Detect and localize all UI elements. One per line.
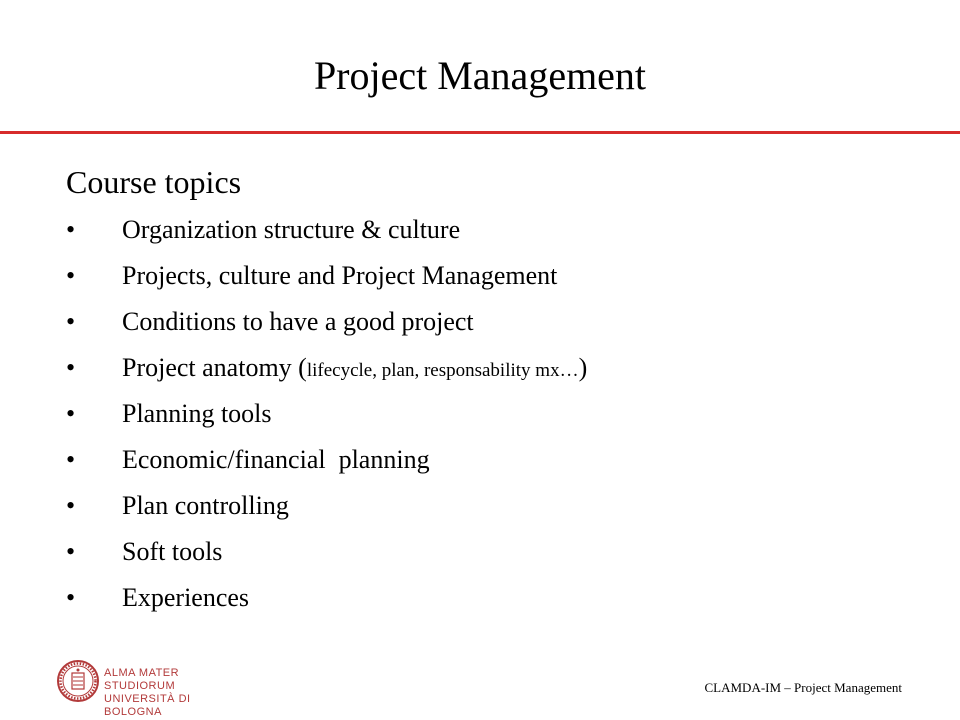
topic-text: Project anatomy ( — [122, 353, 307, 382]
topic-text: Organization structure & culture — [122, 215, 461, 244]
title-divider — [0, 131, 960, 134]
topic-text: Soft tools — [122, 537, 223, 566]
topic-note: lifecycle, plan, responsability mx… — [306, 360, 579, 381]
bullet: • — [66, 583, 76, 612]
topic-text: Planning tools — [122, 399, 272, 428]
footer-text: CLAMDA-IM – Project Management — [704, 680, 902, 695]
topic-text: Plan controlling — [122, 491, 289, 520]
topic-text: Economic/financial planning — [122, 445, 430, 474]
bullet: • — [66, 215, 76, 244]
university-seal-icon — [56, 659, 100, 703]
topic-text-composite — [122, 345, 587, 394]
topic-text: Conditions to have a good project — [122, 307, 474, 336]
topic-text: Experiences — [122, 583, 250, 612]
bullet: • — [66, 491, 76, 520]
slide-title: Project Management — [313, 53, 647, 98]
logo-line-2: UNIVERSITÀ DI BOLOGNA — [104, 693, 191, 718]
university-name — [104, 667, 236, 719]
bullet: • — [66, 261, 76, 290]
topic-close-paren: ) — [578, 353, 588, 382]
bullet: • — [66, 537, 76, 566]
bullet: • — [66, 445, 76, 474]
topic-text: Projects, culture and Project Management — [122, 261, 558, 290]
logo-line-1: ALMA MATER STUDIORUM — [104, 667, 180, 692]
bullet: • — [66, 399, 76, 428]
bullet: • — [66, 353, 76, 382]
university-logo — [56, 658, 236, 718]
section-heading: Course topics — [66, 164, 242, 200]
bullet: • — [66, 307, 76, 336]
